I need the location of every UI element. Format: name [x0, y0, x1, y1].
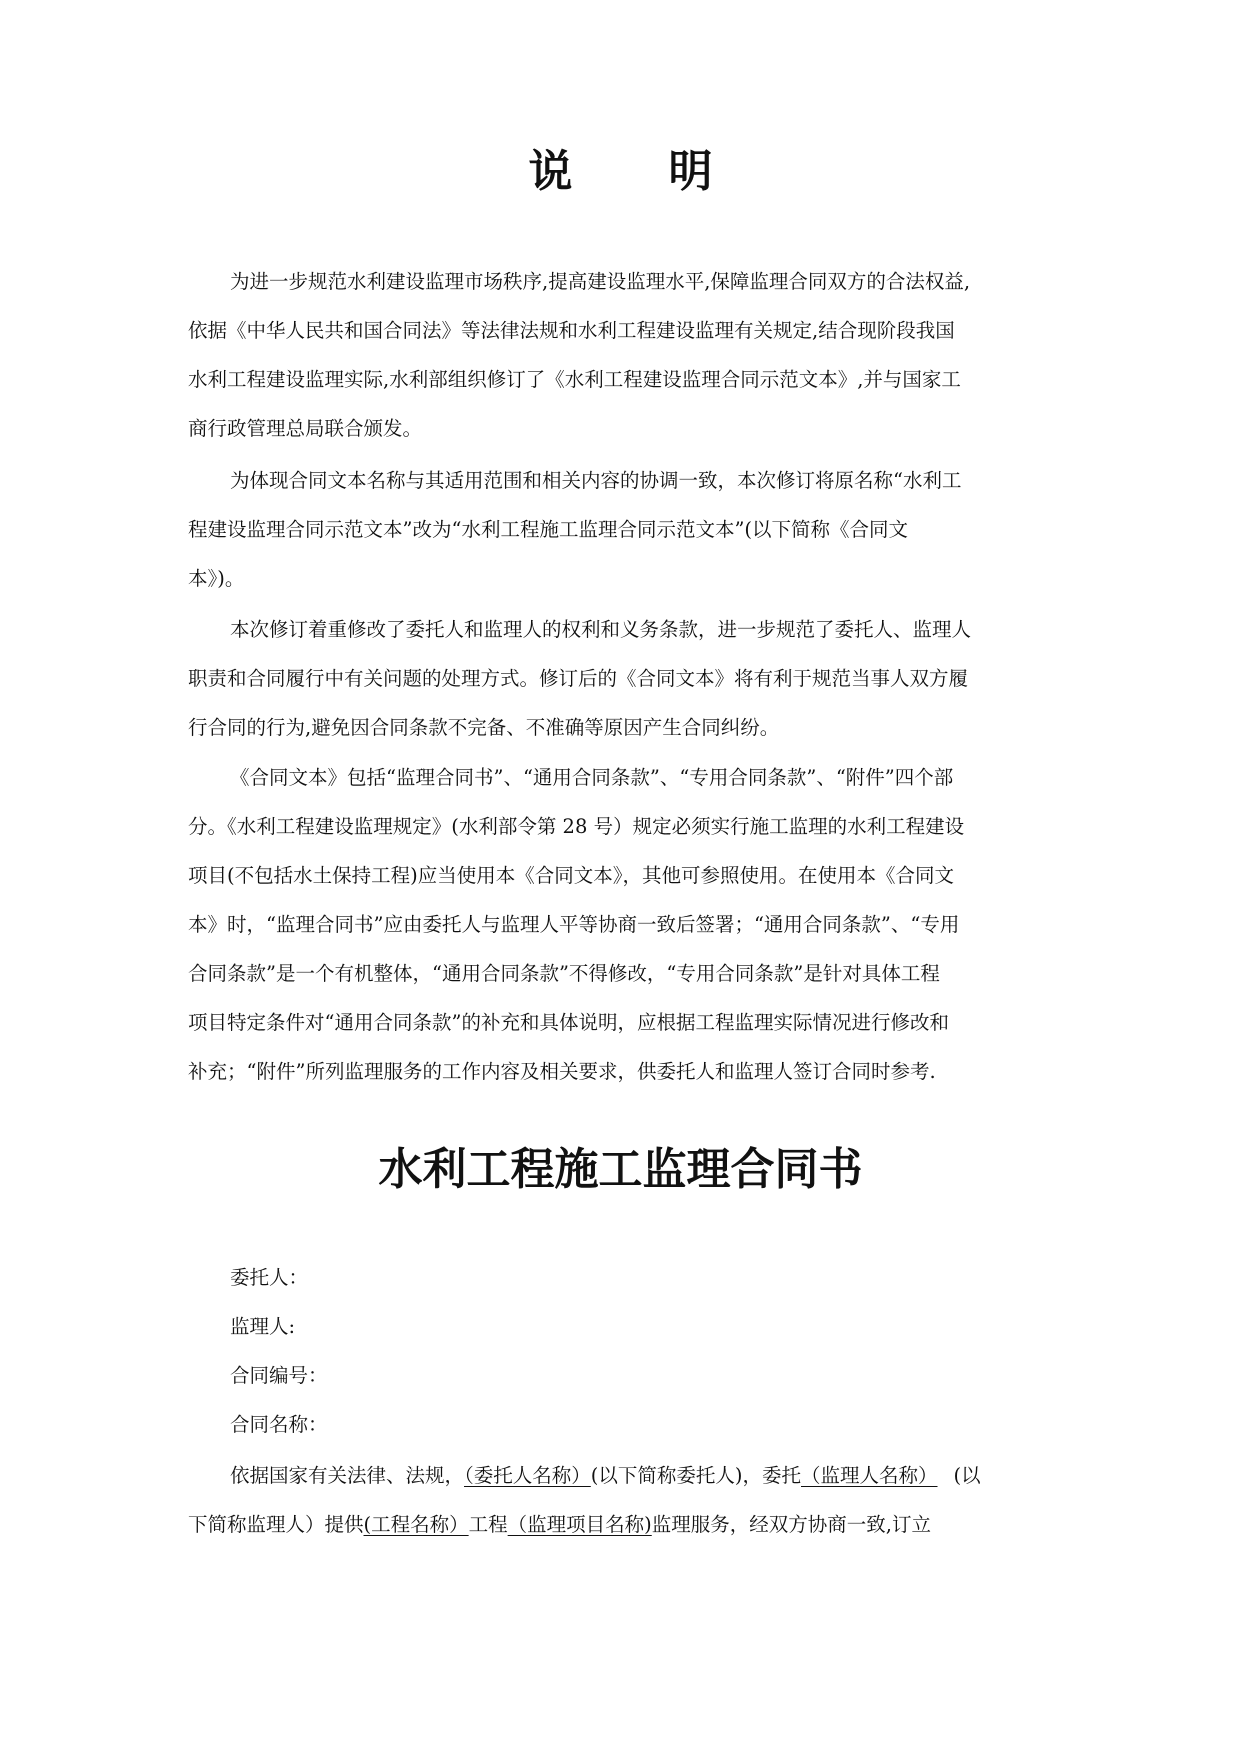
- closing-line-1: [230, 1461, 1110, 1491]
- paragraph4-line: 《合同文本》包括“监理合同书”、“通用合同条款”、“专用合同条款”、“附件”四个部: [230, 766, 954, 789]
- paragraph2-line: 本》)。: [188, 567, 245, 590]
- paragraph3-line: 职责和合同履行中有关问题的处理方式。修订后的《合同文本》将有利于规范当事人双方履: [188, 667, 969, 690]
- principal-name-blank: （委托人名称）: [464, 1464, 591, 1487]
- paragraph4-line: 本》时，“监理合同书”应由委托人与监理人平等协商一致后签署；“通用合同条款”、“专用: [188, 913, 960, 936]
- closing-text: 下简称监理人）提供: [188, 1513, 364, 1536]
- paragraph4-line: 项目特定条件对“通用合同条款”的补充和具体说明，应根据工程监理实际情况进行修改和: [188, 1011, 949, 1034]
- closing-text: (以下简称委托人)，委托: [590, 1464, 801, 1487]
- paragraph4-line: 合同条款”是一个有机整体，“通用合同条款”不得修改，“专用合同条款”是针对具体工程: [188, 962, 940, 985]
- section-title-left: 说: [528, 146, 573, 197]
- paragraph3-line: 本次修订着重修改了委托人和监理人的权利和义务条款，进一步规范了委托人、监理人: [230, 618, 972, 641]
- project-name-blank: (工程名称）: [363, 1513, 469, 1536]
- section-title-right: 明: [668, 146, 713, 197]
- paragraph4-line: 补充；“附件”所列监理服务的工作内容及相关要求，供委托人和监理人签订合同时参考.: [188, 1060, 936, 1083]
- paragraph4-line: 项目(不包括水土保持工程)应当使用本《合同文本》，其他可参照使用。在使用本《合同文: [188, 864, 954, 887]
- closing-text: 工程: [468, 1513, 508, 1536]
- closing-text: 依据国家有关法律、法规，: [230, 1464, 465, 1487]
- supervisor-label: 监理人:: [230, 1315, 296, 1338]
- paragraph1-line: 为进一步规范水利建设监理市场秩序,提高建设监理水平,保障监理合同双方的合法权益,: [230, 270, 971, 293]
- closing-text: (以: [953, 1464, 981, 1487]
- closing-text: 监理服务，经双方协商一致,订立: [651, 1513, 931, 1536]
- principal-label: 委托人：: [230, 1266, 309, 1289]
- contract-name-label: 合同名称：: [230, 1413, 328, 1436]
- paragraph2-line: 程建设监理合同示范文本”改为“水利工程施工监理合同示范文本”(以下简称《合同文: [188, 518, 909, 541]
- paragraph4-line: 分。《水利工程建设监理规定》(水利部令第 28 号）规定必须实行施工监理的水利工程建设: [188, 815, 965, 838]
- paragraph3-line: 行合同的行为,避免因合同条款不完备、不准确等原因产生合同纠纷。: [188, 716, 780, 739]
- supervision-item-blank: （监理项目名称): [507, 1513, 652, 1536]
- closing-line-2: [188, 1510, 1068, 1540]
- paragraph1-line: 商行政管理总局联合颁发。: [188, 417, 423, 440]
- supervisor-name-blank: （监理人名称）: [801, 1464, 938, 1487]
- section-title: [0, 142, 1241, 202]
- paragraph2-line: 为体现合同文本名称与其适用范围和相关内容的协调一致，本次修订将原名称“水利工: [230, 469, 962, 492]
- paragraph1-line: 水利工程建设监理实际,水利部组织修订了《水利工程建设监理合同示范文本》,并与国家工: [188, 368, 961, 391]
- contract-title: 水利工程施工监理合同书: [378, 1144, 863, 1195]
- contract-no-label: 合同编号：: [230, 1364, 328, 1387]
- paragraph1-line: 依据《中华人民共和国合同法》等法律法规和水利工程建设监理有关规定,结合现阶段我国: [188, 319, 955, 342]
